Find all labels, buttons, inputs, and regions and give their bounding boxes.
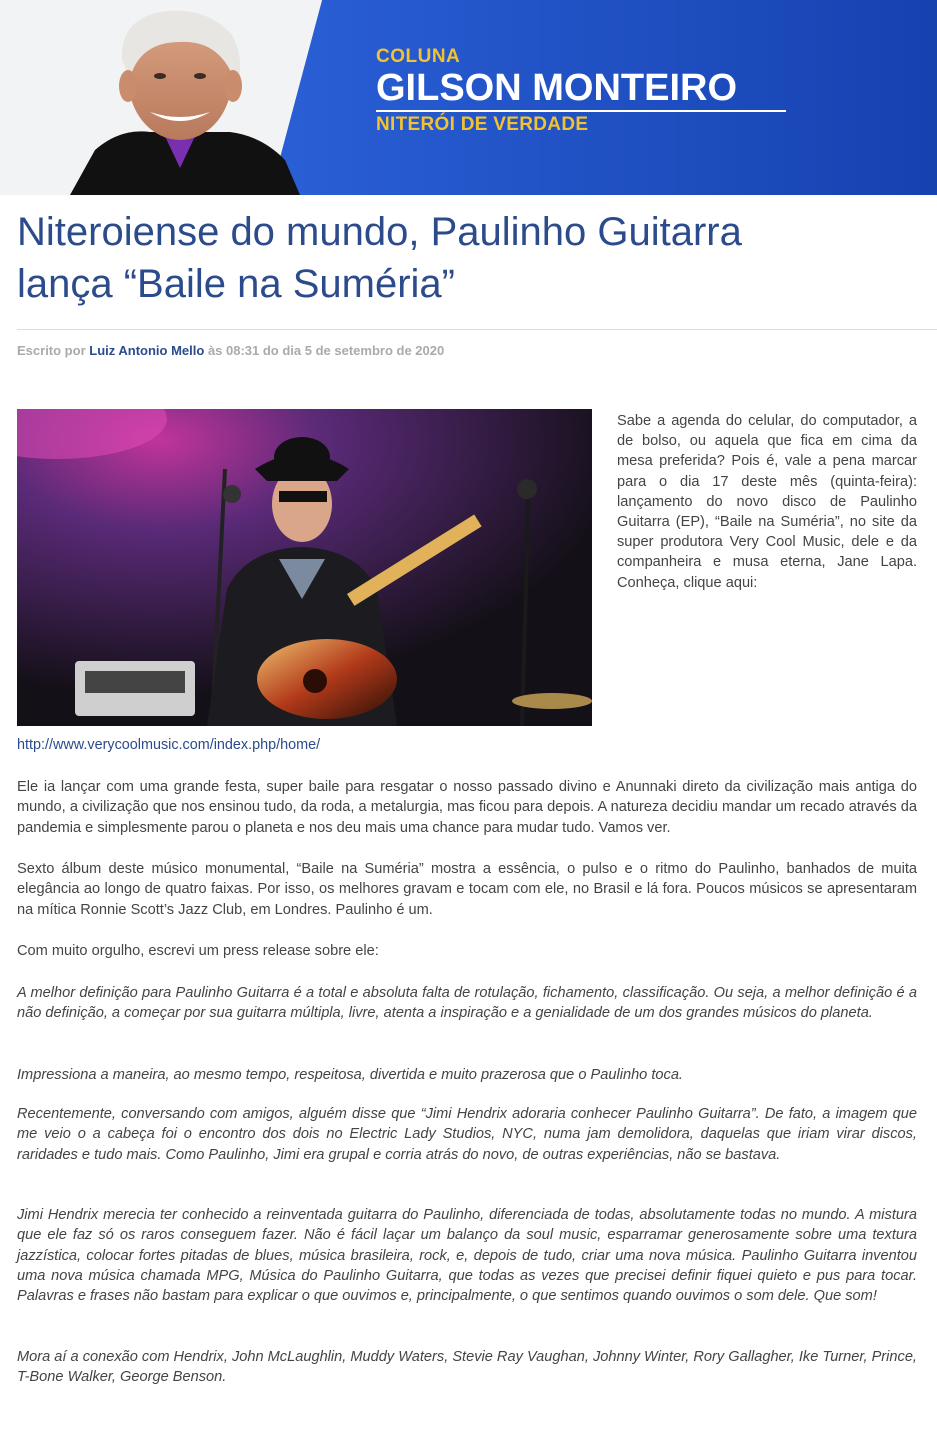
column-subtitle: NITERÓI DE VERDADE (376, 114, 589, 135)
paragraph-3: Com muito orgulho, escrevi um press release sobre ele: (17, 943, 379, 959)
intro-paragraph: Sabe a agenda do celular, do computador, a de bolso, ou aquela que fica em cima da mesa preferida? Pois é, vale a pena marcar para o dia 17 deste mês (quinta-feira): lançamento do novo disco de Paulinho Guitarra (EP), “Baile na Suméria”, no site da super produtora Very Cool Music, dele e da companheira e musa eterna, Jane Lapa. Conheça, clique aqui: (617, 413, 917, 591)
quote-paragraph-5: Mora aí a conexão com Hendrix, John McLaughlin, Muddy Waters, Stevie Ray Vaughan, Johnny Winter, Rory Gallagher, Ike Turner, Prince, T-Bone Walker, George Benson. (17, 1349, 917, 1386)
column-kicker: COLUNA (376, 46, 461, 67)
column-name: GILSON MONTEIRO (376, 67, 737, 109)
title-line-2: lança “Baile na Suméria” (17, 262, 455, 306)
byline-date: às 08:31 do dia 5 de setembro de 2020 (207, 343, 445, 358)
quote-paragraph-3: Recentemente, conversando com amigos, alguém disse que “Jimi Hendrix adoraria conhecer Paulinho Guitarra”. De fato, a imagem que me veio o a cabeça foi o encontro dos dois no Electric Lady Studios, NYC, numa jam demolidora, daquelas que iriam virar discos, raridades e tudo mais. Como Paulinho, Jimi era grupal e corria atrás do novo, de outras experiências, não se bastava. (17, 1106, 917, 1163)
article-photo (17, 409, 592, 726)
author-link[interactable]: Luiz Antonio Mello (89, 343, 205, 358)
quote-paragraph-1: A melhor definição para Paulinho Guitarra é a total e absoluta falta de rotulação, fichamento, classificação. Ou seja, a melhor definição é a não definição, a começar por sua guitarra múltipla, livre, atenta a inspiração e a genialidade de um dos grandes músicos do planeta. (17, 985, 917, 1022)
quote-paragraph-2: Impressiona a maneira, ao mesmo tempo, respeitosa, divertida e muito prazerosa que o Paulinho toca. (17, 1067, 683, 1083)
byline (17, 343, 444, 358)
column-banner (0, 0, 937, 195)
title-divider (17, 329, 937, 330)
very-cool-music-link[interactable]: http://www.verycoolmusic.com/index.php/home/ (17, 737, 321, 753)
byline-prefix: Escrito por (17, 343, 86, 358)
title-line-1: Niteroiense do mundo, Paulinho Guitarra (17, 210, 742, 254)
paragraph-1: Ele ia lançar com uma grande festa, super baile para resgatar o nosso passado divino e Anunnaki direto da civilização mais antiga do mundo, a civilização que nos ensinou tudo, da roda, a metalurgia, mas ficou para depois. A natureza decidiu mandar um recado através da pandemia e simplesmente parou o planeta e nos deu mais uma chance para mudar tudo. Vamos ver. (17, 779, 917, 836)
article-title (17, 206, 917, 310)
quote-paragraph-4: Jimi Hendrix merecia ter conhecido a reinventada guitarra do Paulinho, diferenciada de todas, absolutamente todas no mundo. A mistura que ele faz só os raros conseguem fazer. Não é fácil laçar um balanço da soul music, esparramar generosamente sobre uma textura jazzística, colocar fortes pitadas de blues, música brasileira, rock, e, depois de tudo, criar uma nova música. Paulinho Guitarra inventou uma nova música chamada MPG, Música do Paulinho Guitarra, que todas as vezes que precisei definir fiquei quieto e pus para tocar. Palavras e frases não bastam para explicar o que ouvimos e, principalmente, o que sentimos quando ouvimos o som dele. Que som! (17, 1207, 917, 1305)
paragraph-2: Sexto álbum deste músico monumental, “Baile na Suméria” mostra a essência, o pulso e o ritmo do Paulinho, banhados de muita elegância ao longo de quatro faixas. Por isso, os melhores gravam e tocam com ele, no Brasil e lá fora. Poucos músicos se apresentaram na mítica Ronnie Scott’s Jazz Club, em Londres. Paulinho é um. (17, 861, 917, 918)
